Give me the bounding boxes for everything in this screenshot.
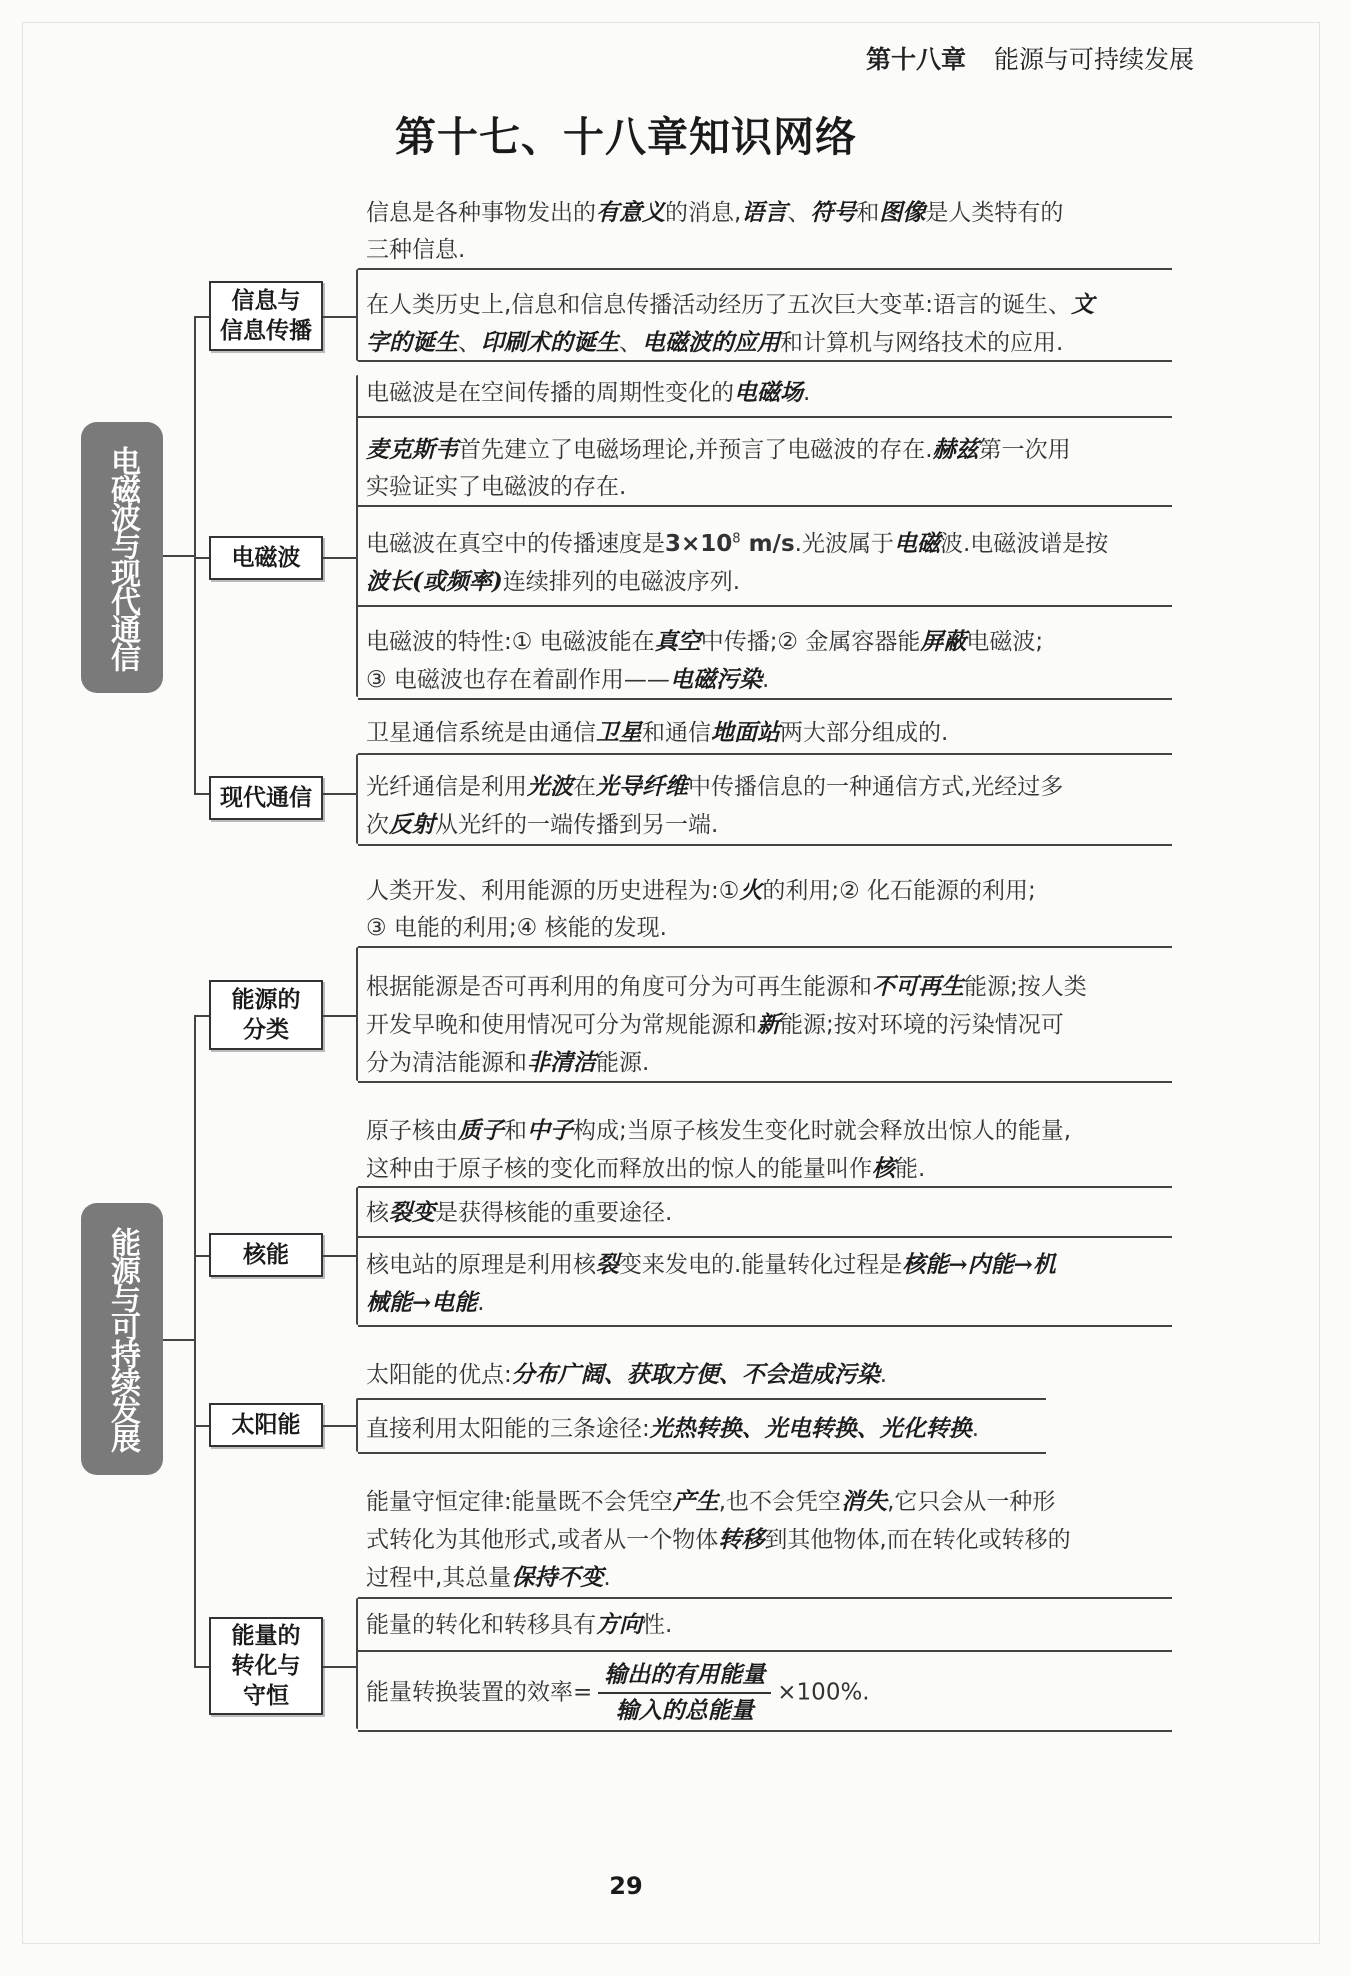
topic-line: 太阳能 — [231, 1412, 301, 1438]
divider — [358, 753, 1172, 755]
topic-line: 分类 — [243, 1017, 289, 1043]
section-trunk — [194, 1015, 197, 1666]
topic-connector — [323, 557, 358, 559]
section-label-communication — [81, 422, 163, 693]
entry-mc-2: 光纤通信是利用光波在光导纤维中传播信息的一种通信方式,光经过多 次反射从光纤的一端传播到另一端. — [366, 773, 1064, 838]
page-number: 29 — [609, 1872, 643, 1900]
topic-line: 现代通信 — [220, 785, 312, 811]
topic-connector — [323, 316, 358, 318]
chapter-number: 第十八章 — [865, 45, 966, 74]
topic-line: 信息传播 — [220, 318, 312, 344]
topic-line: 转化与 — [231, 1653, 301, 1679]
entry-conservation-1: 能量守恒定律:能量既不会凭空产生,也不会凭空消失,它只会从一种形 式转化为其他形式,或者从一个物体转移到其他物体,而在转化或转移的 过程中,其总量保持不变. — [366, 1488, 1071, 1591]
topic-connector — [194, 1425, 209, 1427]
divider — [358, 1398, 1046, 1400]
topic-line: 能源的 — [231, 987, 301, 1013]
topic-nuclear-energy — [209, 1233, 323, 1277]
topic-line: 能量的 — [231, 1623, 301, 1649]
topic-line: 信息与 — [231, 288, 301, 314]
divider — [358, 1650, 1172, 1652]
entry-solar-2: 直接利用太阳能的三条途径:光热转换、光电转换、光化转换. — [366, 1415, 980, 1442]
divider — [358, 1236, 1172, 1238]
topic-em-wave — [209, 536, 323, 580]
entry-em-4: 电磁波的特性:① 电磁波能在真空中传播;② 金属容器能屏蔽电磁波; ③ 电磁波也存在着副作用——电磁污染. — [366, 628, 1044, 693]
divider — [358, 605, 1172, 607]
efficiency-fraction: $\frac{\text{输出的有用能量}}{\text{输入的总能量}}$ — [598, 1658, 771, 1728]
brace — [356, 754, 358, 844]
topic-connector — [323, 1666, 358, 1668]
entry-energy-2: 根据能源是否可再利用的角度可分为可再生能源和不可再生能源;按人类 开发早晚和使用情况可分为常规能源和新能源;按对环境的污染情况可 分为清洁能源和非清洁能源. — [366, 973, 1087, 1076]
entry-nuclear-3: 核电站的原理是利用核裂变来发电的.能量转化过程是核能→内能→机 械能→电能. — [366, 1251, 1056, 1316]
topic-energy-conservation — [209, 1617, 323, 1715]
entry-em-1: 电磁波是在空间传播的周期性变化的电磁场. — [366, 379, 811, 406]
topic-connector — [194, 1015, 209, 1017]
entry-energy-1: 人类开发、利用能源的历史进程为:①火的利用;② 化石能源的利用; ③ 电能的利用;④ 核能的发现. — [366, 877, 1036, 941]
section-connector — [163, 555, 196, 557]
brace — [356, 1598, 358, 1729]
page-title: 第十七、十八章知识网络 — [395, 113, 857, 161]
topic-line: 核能 — [243, 1242, 289, 1268]
section-trunk — [194, 316, 197, 793]
divider — [358, 844, 1172, 846]
entry-info-2: 在人类历史上,信息和信息传播活动经历了五次巨大变革:语言的诞生、文 字的诞生、印刷术的诞生、电磁波的应用和计算机与网络技术的应用. — [366, 291, 1095, 356]
entry-em-2: 麦克斯韦首先建立了电磁场理论,并预言了电磁波的存在.赫兹第一次用 实验证实了电磁波的存在. — [366, 436, 1071, 500]
topic-connector — [323, 1425, 358, 1427]
entry-mc-1: 卫星通信系统是由通信卫星和通信地面站两大部分组成的. — [366, 719, 949, 746]
topic-connector — [194, 316, 209, 318]
divider — [358, 1597, 1172, 1599]
entry-nuclear-2: 核裂变是获得核能的重要途径. — [366, 1199, 673, 1226]
topic-connector — [194, 1255, 209, 1257]
topic-connector — [194, 1666, 209, 1668]
topic-solar-energy — [209, 1403, 323, 1447]
topic-connector — [323, 793, 358, 795]
entry-conservation-2: 能量的转化和转移具有方向性. — [366, 1611, 673, 1638]
entry-em-3: 电磁波在真空中的传播速度是$3\times 10^8$ m/s.光波属于电磁波.电磁波谱是按 波长(或频率)连续排列的电磁波序列. — [366, 530, 1109, 595]
entry-conservation-3: 能量转换装置的效率= $\frac{\text{输出的有用能量}}{\text{输入的总能量}}$ ×100%. — [366, 1658, 870, 1728]
divider — [358, 1325, 1172, 1327]
entry-info-1: 信息是各种事物发出的有意义的消息,语言、符号和图像是人类特有的 三种信息. — [366, 199, 1064, 263]
section-label-energy — [81, 1203, 163, 1475]
topic-info-transmission — [209, 281, 323, 351]
topic-connector — [194, 557, 209, 559]
chapter-title: 能源与可持续发展 — [993, 45, 1194, 74]
section-connector — [163, 1339, 196, 1341]
divider — [358, 1730, 1172, 1732]
brace — [356, 1398, 358, 1452]
divider — [358, 416, 1172, 418]
entry-solar-1: 太阳能的优点:分布广阔、获取方便、不会造成污染. — [366, 1361, 888, 1388]
divider — [358, 1452, 1046, 1454]
topic-energy-classification — [209, 980, 323, 1050]
topic-modern-communication — [209, 776, 323, 820]
entry-nuclear-1: 原子核由质子和中子构成;当原子核发生变化时就会释放出惊人的能量, 这种由于原子核的变化而释放出的惊人的能量叫作核能. — [366, 1117, 1072, 1182]
topic-connector — [323, 1015, 358, 1017]
topic-line: 守恒 — [243, 1683, 289, 1709]
topic-connector — [194, 793, 209, 795]
brace — [356, 947, 358, 1081]
running-head — [866, 40, 1194, 76]
brace — [356, 375, 358, 697]
topic-connector — [323, 1255, 358, 1257]
brace — [356, 1187, 358, 1325]
section-label-text: 电磁波与现代通信 — [105, 445, 140, 670]
brace — [356, 269, 358, 361]
topic-line: 电磁波 — [231, 545, 301, 571]
section-label-text: 能源与可持续发展 — [105, 1227, 140, 1451]
